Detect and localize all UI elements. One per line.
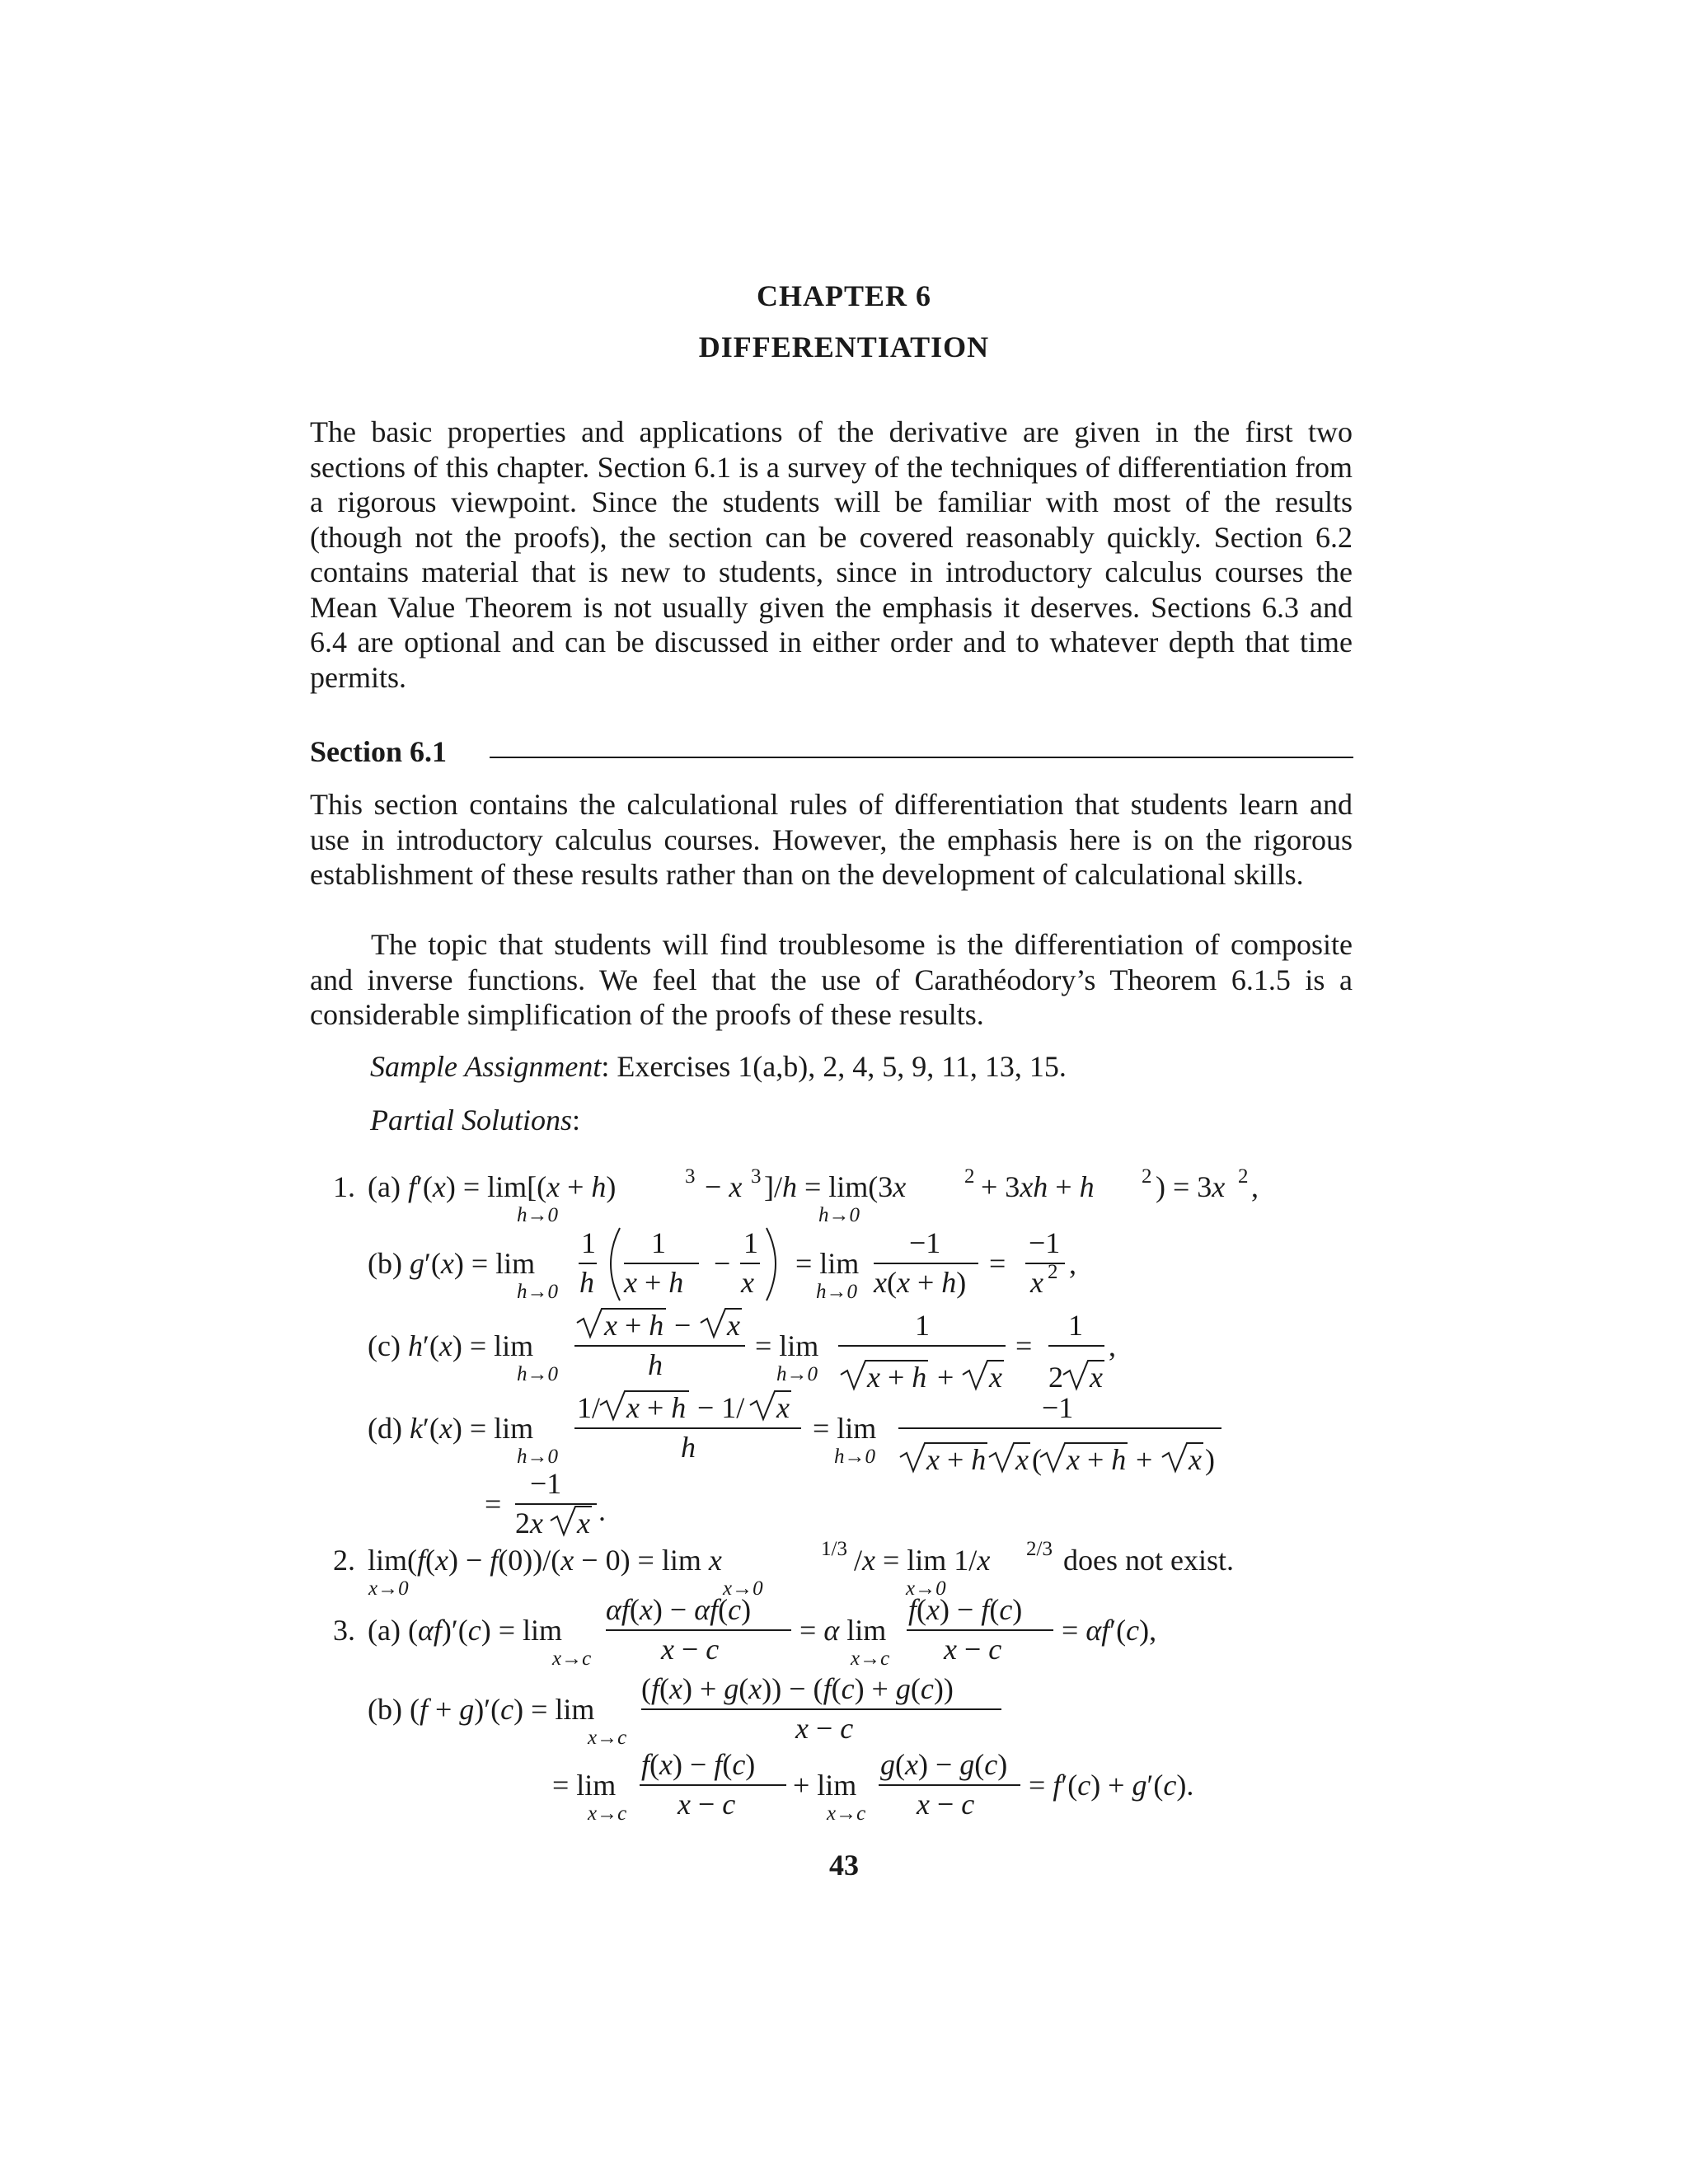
svg-text:= αf′(c),: = αf′(c), (1062, 1614, 1157, 1647)
svg-text:x→c: x→c (827, 1802, 866, 1825)
intro-paragraph: The basic properties and applications of the derivative are given in the first two sections of this chapter. Section 6.1 is a survey of the techniques of differentiation from a rigorous viewpoint. Since the students will be familiar with most of the results (though not the proofs), the section can be covered reasonably quickly. Section 6.2 contains material that is new to students, since in introductory calculus courses the Mean Value Theorem is not usually given the emphasis it deserves. Sections 6.3 and 6.4 are optional and can be discussed in either order and to whatever depth that time permits. (310, 415, 1353, 694)
svg-text:3: 3 (751, 1165, 762, 1188)
chapter-number: CHAPTER 6 (756, 279, 931, 312)
svg-text:x + h: x + h (1067, 1443, 1127, 1476)
svg-text:g(x) − g(c): g(x) − g(c) (880, 1748, 1008, 1781)
svg-text:= α lim: = α lim (799, 1614, 887, 1647)
svg-text:x: x (1015, 1443, 1029, 1476)
svg-text:1: 1 (581, 1226, 596, 1259)
svg-text:x + h: x + h (867, 1361, 927, 1394)
svg-text:(d) k′(x) = lim: (d) k′(x) = lim (368, 1412, 534, 1445)
section-paragraph-2: The topic that students will find troublesome is the differentiation of composite and inverse functions. We feel that the use of Carathéodory’s Theorem 6.1.5 is a considerable simplification of the proofs of these results. (310, 928, 1353, 1031)
svg-text:) = 3x: ) = 3x (1156, 1170, 1226, 1203)
svg-text:−1: −1 (1029, 1226, 1061, 1259)
chapter-title: DIFFERENTIATION (698, 330, 990, 363)
svg-text:h→0: h→0 (818, 1204, 860, 1226)
svg-text:=: = (1015, 1329, 1033, 1362)
svg-text:x: x (776, 1391, 790, 1424)
svg-text:h→0: h→0 (517, 1204, 558, 1226)
svg-text:(: ( (1032, 1443, 1042, 1476)
svg-text:does not exist.: does not exist. (1063, 1544, 1234, 1577)
svg-text:1.: 1. (333, 1170, 355, 1203)
svg-text:=: = (485, 1488, 502, 1521)
svg-text:x − c: x − c (944, 1633, 1002, 1666)
svg-text:= lim: = lim (552, 1769, 617, 1802)
svg-text:x: x (1030, 1266, 1043, 1299)
svg-text:−1: −1 (530, 1467, 562, 1500)
svg-text:x − c: x − c (661, 1633, 720, 1666)
svg-text:(f(x) + g(x)) − (f(c) + g(c)): (f(x) + g(x)) − (f(c) + g(c)) (641, 1672, 954, 1705)
svg-text:1/3: 1/3 (821, 1538, 847, 1560)
svg-text:h→0: h→0 (517, 1446, 558, 1468)
svg-text:x→0: x→0 (723, 1577, 763, 1600)
page-number: 43 (829, 1849, 859, 1882)
svg-text:3: 3 (685, 1165, 696, 1188)
svg-text:−1: −1 (1042, 1391, 1074, 1424)
svg-text:x→c: x→c (588, 1802, 627, 1825)
svg-text:h→0: h→0 (816, 1281, 857, 1303)
svg-text:2: 2 (1238, 1165, 1249, 1188)
svg-text:1: 1 (743, 1226, 758, 1259)
svg-text:+: + (1136, 1443, 1153, 1476)
svg-text:f(x) − f(c): f(x) − f(c) (908, 1593, 1023, 1626)
svg-text:(a) (αf)′(c) = lim: (a) (αf)′(c) = lim (368, 1614, 562, 1647)
svg-text:,: , (1109, 1329, 1116, 1362)
svg-text:h: h (681, 1431, 696, 1464)
svg-text:2.: 2. (333, 1544, 355, 1577)
svg-text:x − c: x − c (795, 1712, 854, 1745)
svg-text:h→0: h→0 (517, 1363, 558, 1385)
sample-assignment-label: Sample Assignment (370, 1050, 602, 1083)
svg-text:− 1/: − 1/ (697, 1391, 745, 1424)
svg-text:+ lim: + lim (793, 1769, 857, 1802)
svg-text:+ 3xh + h: + 3xh + h (981, 1170, 1095, 1203)
svg-text:1: 1 (651, 1226, 666, 1259)
solution-3a (333, 1593, 1156, 1670)
svg-text:x→c: x→c (851, 1647, 890, 1670)
svg-text:x: x (1189, 1443, 1202, 1476)
svg-text:(a) f′(x) = lim[(x + h): (a) f′(x) = lim[(x + h) (368, 1170, 617, 1203)
svg-text:h: h (648, 1348, 663, 1381)
svg-text:αf(x) − αf(c): αf(x) − αf(c) (606, 1593, 752, 1626)
svg-text:x→c: x→c (552, 1647, 592, 1670)
svg-text:+: + (937, 1361, 954, 1394)
svg-text:,: , (1069, 1247, 1076, 1280)
svg-text:(b) (f + g)′(c) = lim: (b) (f + g)′(c) = lim (368, 1693, 595, 1726)
svg-text:x: x (577, 1507, 590, 1540)
solution-1c (368, 1309, 1116, 1394)
svg-text:h→0: h→0 (517, 1281, 558, 1303)
svg-text:2: 2 (1142, 1165, 1152, 1188)
solution-1a (333, 1165, 1259, 1226)
svg-text:2: 2 (1048, 1361, 1063, 1394)
svg-text:= lim: = lim (795, 1247, 860, 1280)
svg-text:= lim: = lim (813, 1412, 877, 1445)
svg-text:x: x (1090, 1361, 1103, 1394)
svg-text:f(x) − f(c): f(x) − f(c) (641, 1748, 756, 1781)
svg-text:x→c: x→c (588, 1727, 627, 1749)
svg-text:x + h: x + h (604, 1309, 664, 1342)
svg-text:]/h = lim(3x: ]/h = lim(3x (764, 1170, 907, 1203)
solution-3b (368, 1672, 1193, 1825)
solution-2 (333, 1538, 1234, 1600)
svg-text:x + h: x + h (926, 1443, 987, 1476)
solution-1d (368, 1391, 1221, 1540)
svg-text:x→0: x→0 (906, 1577, 946, 1600)
section-paragraph-1: This section contains the calculational rules of differentiation that students learn and use in introductory calculus courses. However, the emphasis here is on the rigorous establishment of these results rather than on the development of calculational skills. (310, 788, 1353, 891)
partial-solutions-label: Partial Solutions: (370, 1104, 581, 1137)
svg-text:h→0: h→0 (834, 1446, 875, 1468)
svg-text:−1: −1 (909, 1226, 941, 1259)
solution-1b (368, 1226, 1076, 1303)
svg-text:= lim: = lim (755, 1329, 819, 1362)
svg-text:1: 1 (915, 1309, 930, 1342)
svg-text:,: , (1251, 1170, 1259, 1203)
svg-text:1: 1 (1068, 1309, 1083, 1342)
svg-text:2x: 2x (515, 1507, 543, 1540)
svg-text:x: x (741, 1266, 754, 1299)
svg-text:3.: 3. (333, 1614, 355, 1647)
svg-text:x + h: x + h (624, 1266, 684, 1299)
svg-text:x + h: x + h (626, 1391, 687, 1424)
svg-text:− x: − x (705, 1170, 743, 1203)
svg-text:(b) g′(x) = lim: (b) g′(x) = lim (368, 1247, 536, 1280)
svg-text:x→0: x→0 (368, 1577, 409, 1600)
svg-text:h: h (579, 1266, 594, 1299)
svg-text:h→0: h→0 (776, 1363, 818, 1385)
svg-text:= f′(c) + g′(c).: = f′(c) + g′(c). (1029, 1769, 1194, 1802)
svg-text:x − c: x − c (917, 1788, 975, 1821)
svg-text:2/3: 2/3 (1026, 1538, 1053, 1560)
svg-text:x − c: x − c (678, 1788, 736, 1821)
svg-text:): ) (1205, 1443, 1215, 1476)
svg-text:2: 2 (964, 1165, 975, 1188)
svg-text:=: = (989, 1247, 1006, 1280)
svg-text:lim(f(x) − f(0))/(x − 0) = lim: lim(f(x) − f(0))/(x − 0) = lim x (368, 1544, 722, 1577)
svg-text:1/: 1/ (577, 1391, 601, 1424)
sample-assignment-text: : Exercises 1(a,b), 2, 4, 5, 9, 11, 13, 15. (601, 1050, 1067, 1083)
svg-text:2: 2 (1048, 1261, 1058, 1283)
svg-text:−: − (714, 1247, 731, 1280)
svg-text:x: x (989, 1361, 1002, 1394)
svg-text:−: − (674, 1309, 692, 1342)
svg-text:x: x (727, 1309, 740, 1342)
section-heading: Section 6.1 (310, 735, 447, 768)
svg-text:(c) h′(x) = lim: (c) h′(x) = lim (368, 1329, 534, 1362)
svg-text:.: . (598, 1494, 606, 1527)
svg-text:x(x + h): x(x + h) (874, 1266, 967, 1299)
svg-text:/x = lim 1/x: /x = lim 1/x (854, 1544, 991, 1577)
